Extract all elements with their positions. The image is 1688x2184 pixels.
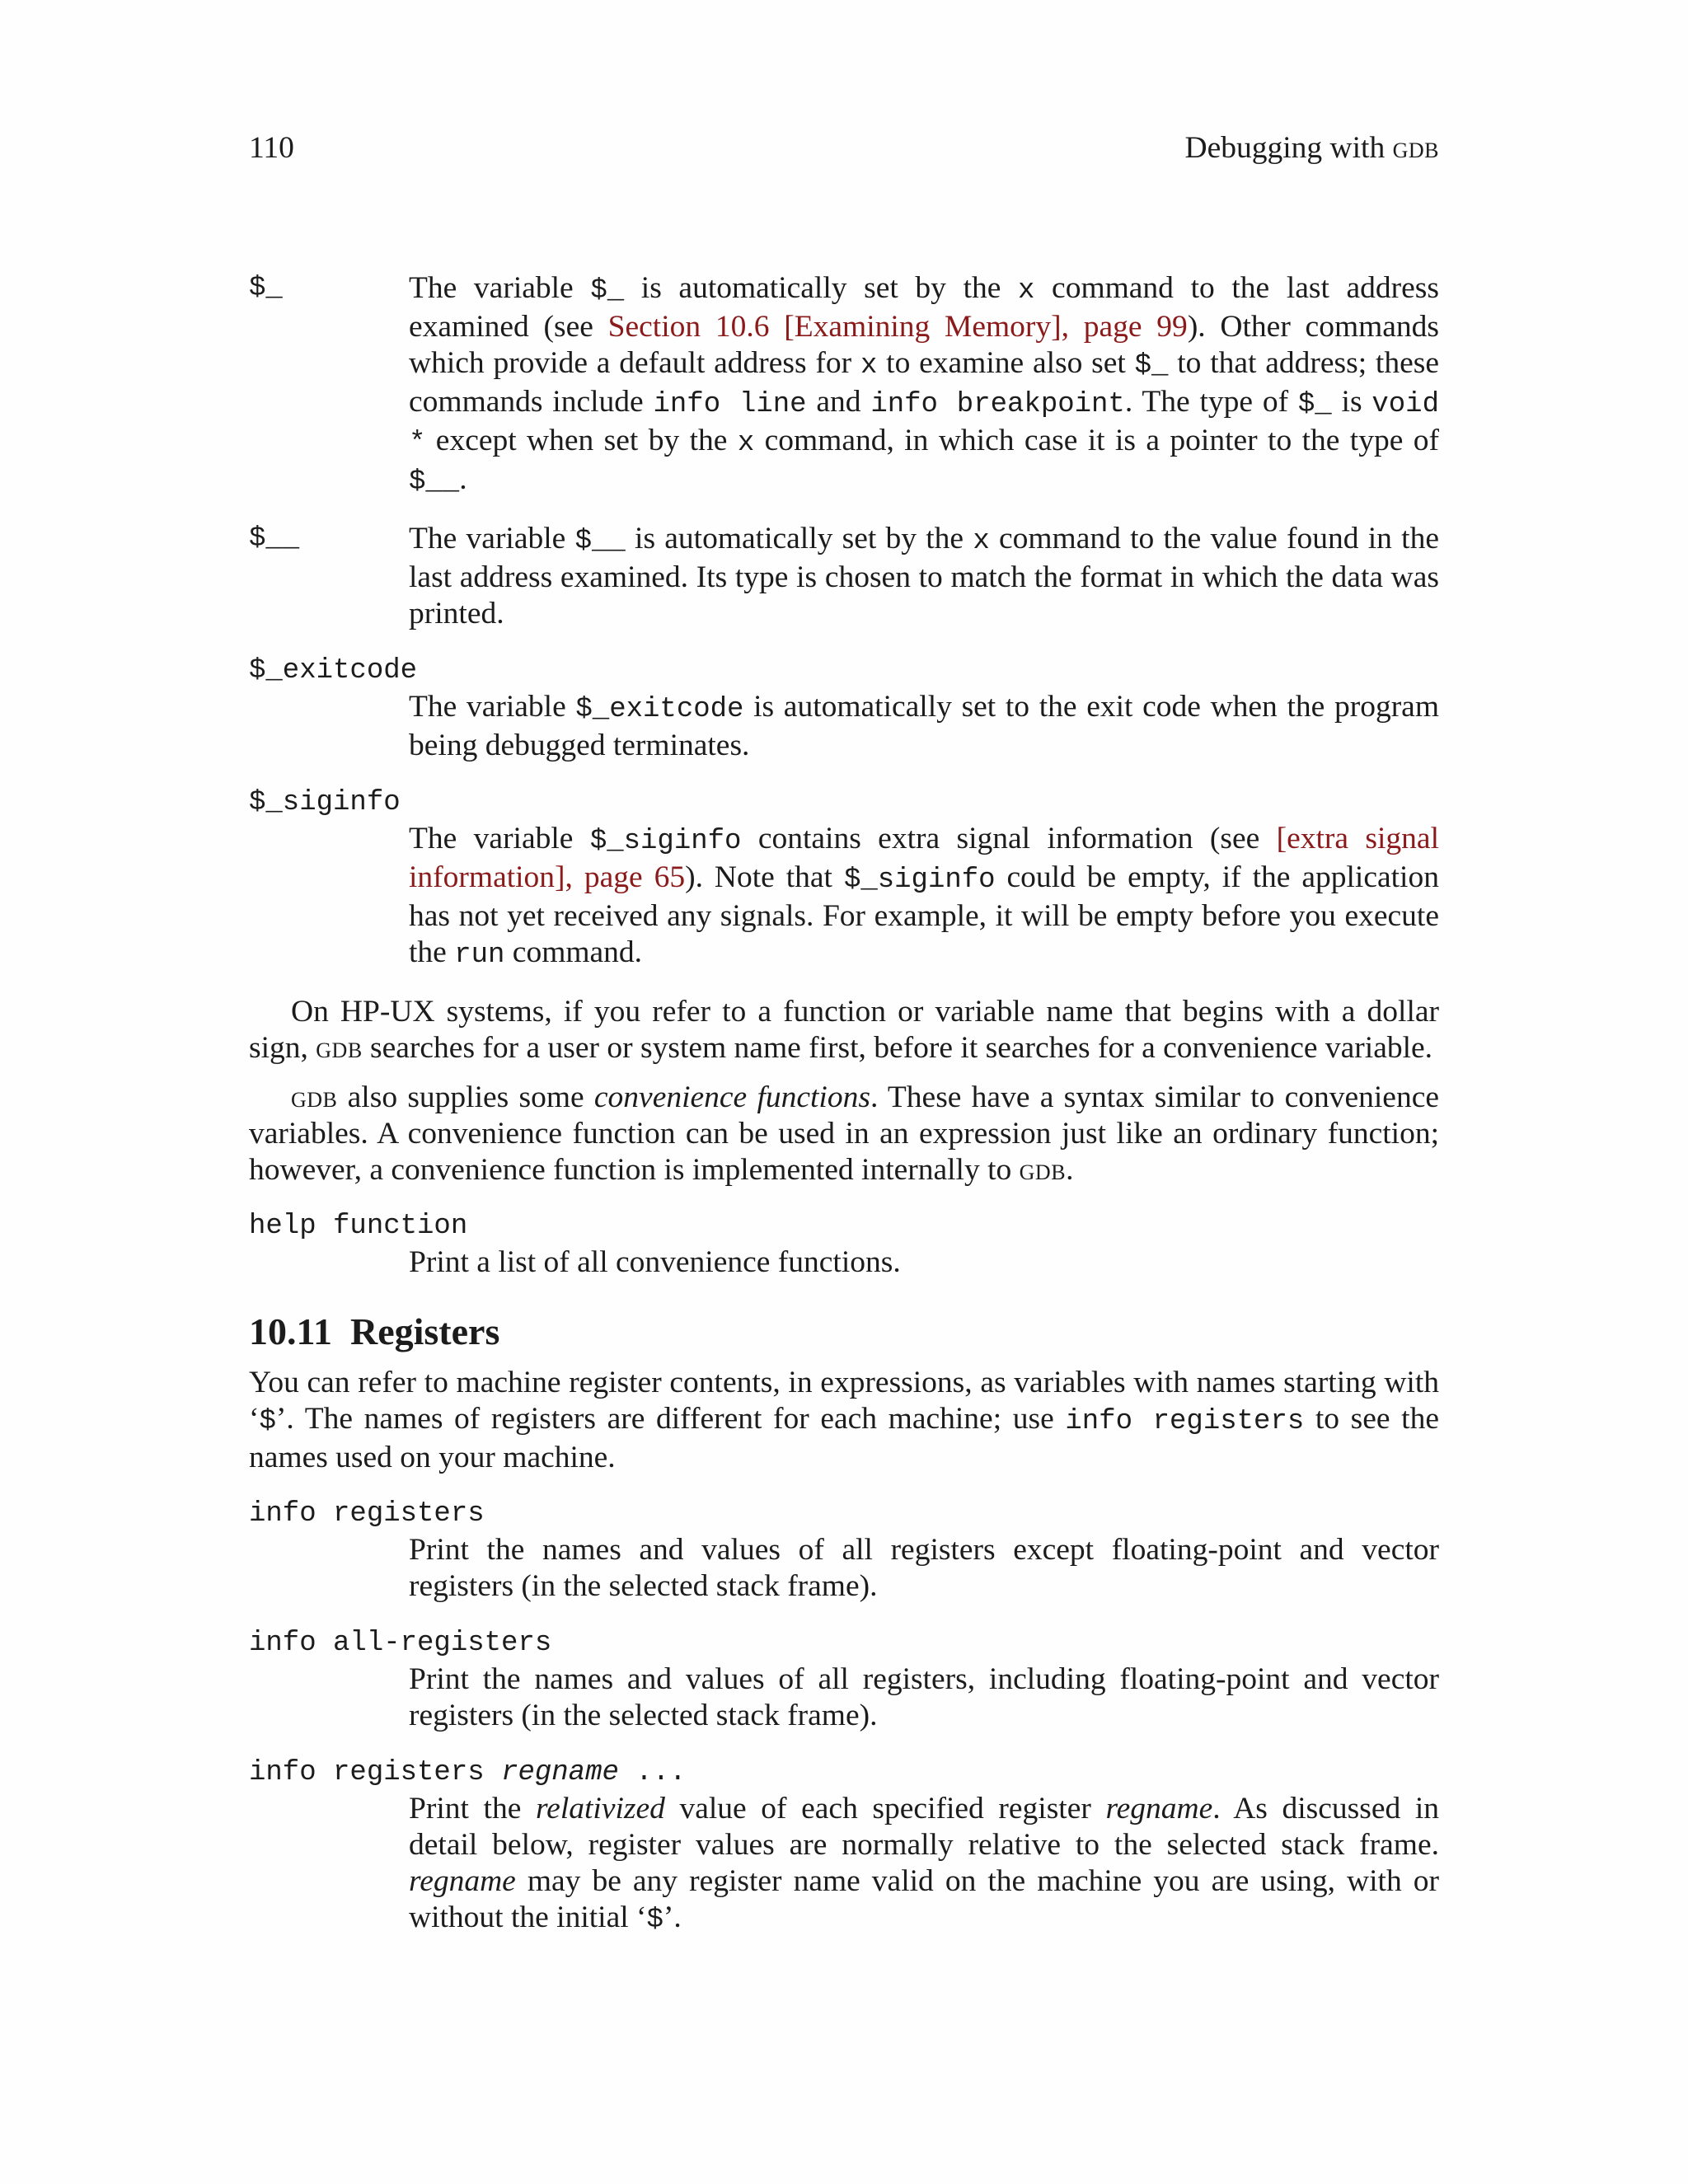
table-entry-exitcode — [249, 653, 1439, 764]
book-title: Debugging with gdb — [1184, 131, 1439, 165]
table-entry-siginfo — [249, 785, 1439, 973]
table-entry-info-registers — [249, 1496, 1439, 1605]
entry-definition: The variable $_siginfo contains extra signal information (see [extra signal information], page 65). Note that $_siginfo could be empty, if the application has not yet received any signals. For example, it will be empty before you execute the run command. — [409, 822, 1439, 971]
entry-definition: Print the names and values of all registers, including floating-point and vector registers (in the selected stack frame). — [409, 1662, 1439, 1732]
table-entry-dollar-double-underscore — [249, 521, 1439, 632]
paragraph-registers-intro: You can refer to machine register contents, in expressions, as variables with names starting with ‘$’. The names of registers are different for each machine; use info registers to see the names used on your machine. — [249, 1366, 1439, 1474]
entry-term: $__ — [249, 523, 300, 555]
section-heading — [249, 1309, 1439, 1355]
table-entry-help-function — [249, 1208, 1439, 1281]
entry-definition: The variable $_ is automatically set by the x command to the last address examined (see Section 10.6 [Examining Memory], page 99). Other commands which provide a default address for x to examine also set $_ to that address; these commands include info line and info breakpoint. The type of $_ is void * except when set by the x command, in which case it is a pointer to the type of $__. — [409, 271, 1440, 498]
entry-term: help function — [249, 1211, 468, 1242]
paragraph-hpux: On HP-UX systems, if you refer to a function or variable name that begins with a dollar sign, gdb searches for a user or system name first, before it searches for a convenience variable. — [249, 995, 1439, 1065]
section-number: 10.11 — [249, 1310, 332, 1352]
entry-definition: Print a list of all convenience functions. — [409, 1245, 901, 1279]
entry-term: $_exitcode — [249, 655, 418, 687]
table-entry-dollar-underscore — [249, 270, 1439, 500]
cross-reference-link[interactable]: [extra signal information], page 65 — [409, 822, 1439, 894]
table-entry-info-registers-regname — [249, 1755, 1439, 1938]
paragraph-convenience-functions: gdb also supplies some convenience functions. These have a syntax similar to convenience variables. A convenience function can be used in an expression just like an ordinary function; however, a convenience function is implemented internally to gdb. — [249, 1080, 1439, 1187]
entry-term: $_siginfo — [249, 787, 401, 818]
page-number: 110 — [249, 131, 294, 165]
page-content — [249, 270, 1439, 1959]
entry-definition: Print the names and values of all registers except floating-point and vector registers (in the selected stack frame). — [409, 1533, 1439, 1603]
entry-definition: The variable $_exitcode is automatically set to the exit code when the program being debugged terminates. — [409, 690, 1439, 762]
cross-reference-link[interactable]: Section 10.6 [Examining Memory], page 99 — [607, 310, 1188, 344]
entry-term: info registers — [249, 1498, 485, 1530]
entry-definition: The variable $__ is automatically set by the x command to the value found in the last address examined. Its type is chosen to match the format in which the data was printed. — [409, 522, 1439, 630]
entry-definition: Print the relativized value of each specified register regname. As discussed in detail below, register values are normally relative to the selected stack frame. regname may be any register name valid on the machine you are using, with or without the initial ‘$’. — [409, 1792, 1439, 1936]
running-header — [249, 130, 1439, 166]
table-entry-info-all-registers — [249, 1625, 1439, 1734]
section-title: Registers — [349, 1310, 500, 1352]
entry-term: $_ — [249, 273, 283, 304]
entry-term: info all-registers — [249, 1628, 552, 1659]
entry-term: info registers regname ... — [249, 1757, 687, 1788]
